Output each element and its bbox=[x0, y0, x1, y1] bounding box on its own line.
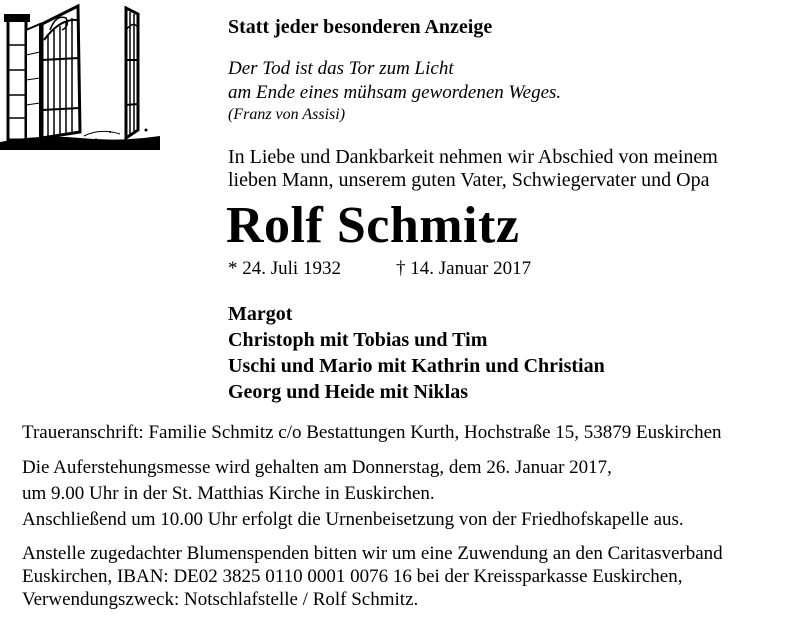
notice-heading: Statt jeder besonderen Anzeige bbox=[228, 16, 493, 38]
mourner-line: Georg und Heide mit Niklas bbox=[228, 381, 469, 403]
death-date: † 14. Januar 2017 bbox=[396, 258, 532, 279]
open-gate-icon bbox=[0, 0, 160, 150]
mourner-line: Uschi und Mario mit Kathrin und Christian bbox=[228, 355, 605, 377]
mourner-line: Christoph mit Tobias und Tim bbox=[228, 329, 488, 351]
deceased-name: Rolf Schmitz bbox=[226, 197, 520, 254]
quote-source: (Franz von Assisi) bbox=[228, 106, 346, 123]
quote-line: am Ende eines mühsam gewordenen Weges. bbox=[228, 82, 562, 103]
mourning-address: Traueranschrift: Familie Schmitz c/o Bestattungen Kurth, Hochstraße 15, 53879 Euskirchen bbox=[22, 422, 722, 443]
service-line: Die Auferstehungsmesse wird gehalten am Donnerstag, dem 26. Januar 2017, bbox=[22, 457, 612, 478]
donation-line: Anstelle zugedachter Blumenspenden bitten wir um eine Zuwendung an den Caritasverband bbox=[22, 543, 723, 564]
mourner-line: Margot bbox=[228, 303, 293, 325]
birth-date: * 24. Juli 1932 bbox=[228, 258, 341, 279]
service-line: Anschließend um 10.00 Uhr erfolgt die Urnenbeisetzung von der Friedhofskapelle aus. bbox=[22, 509, 684, 530]
intro-line: lieben Mann, unserem guten Vater, Schwiegervater und Opa bbox=[228, 169, 710, 191]
donation-line: Verwendungszweck: Notschlafstelle / Rolf Schmitz. bbox=[22, 589, 419, 610]
service-line: um 9.00 Uhr in der St. Matthias Kirche in Euskirchen. bbox=[22, 483, 435, 504]
donation-line: Euskirchen, IBAN: DE02 3825 0110 0001 0076 16 bei der Kreissparkasse Euskirchen, bbox=[22, 566, 683, 587]
quote-line: Der Tod ist das Tor zum Licht bbox=[228, 58, 454, 79]
intro-line: In Liebe und Dankbarkeit nehmen wir Abschied von meinem bbox=[228, 146, 718, 168]
